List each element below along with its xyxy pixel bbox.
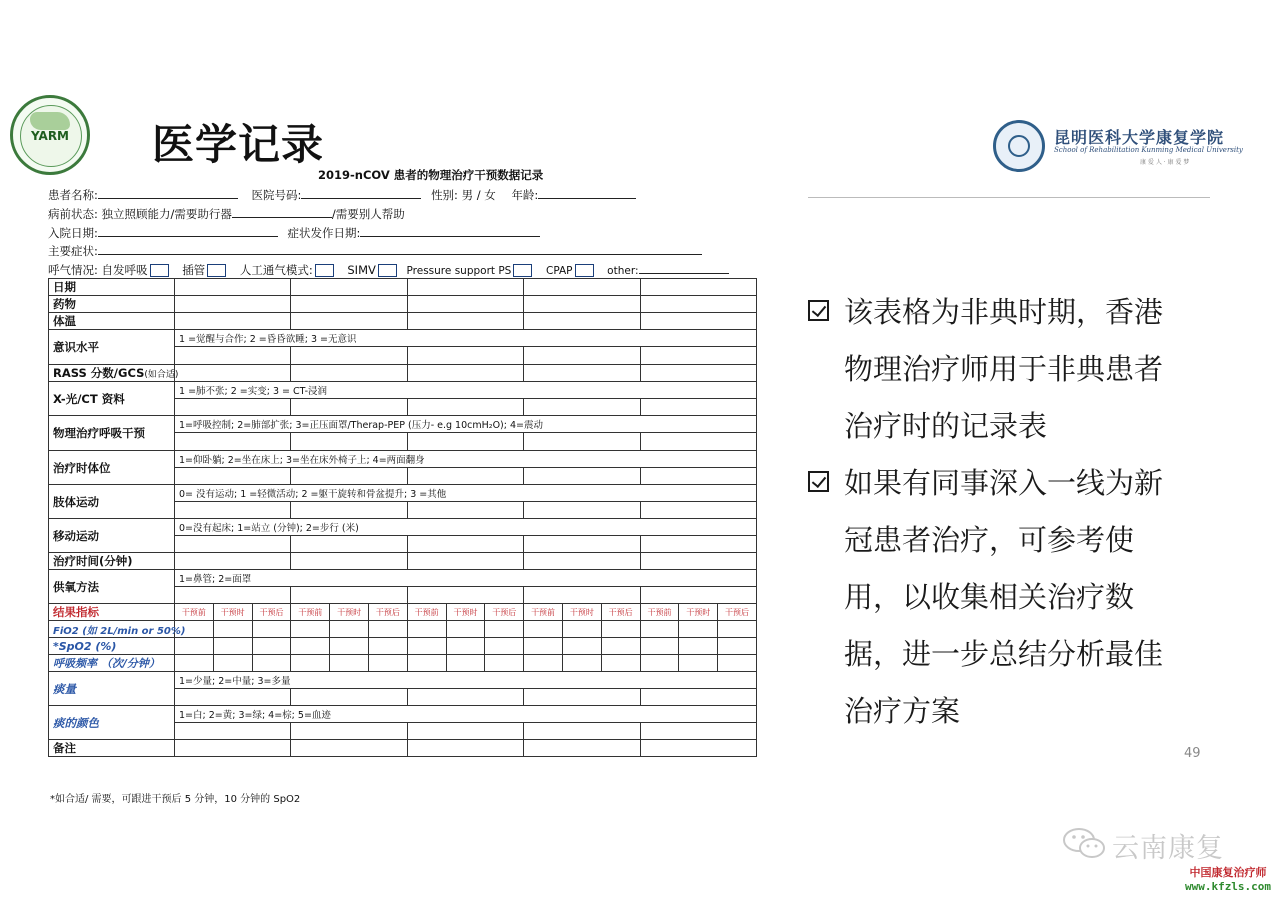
table-cell[interactable] bbox=[679, 638, 718, 655]
map-shape-icon bbox=[30, 112, 70, 130]
row-label: 供氧方法 bbox=[49, 570, 175, 604]
onset-date-field[interactable] bbox=[360, 225, 540, 237]
time-subheader: 干预后 bbox=[252, 604, 291, 621]
table-cell[interactable] bbox=[175, 296, 291, 313]
table-cell[interactable] bbox=[407, 723, 523, 740]
site-url[interactable]: www.kfzls.com bbox=[1184, 880, 1272, 893]
table-cell[interactable] bbox=[601, 621, 640, 638]
time-subheader: 干预时 bbox=[330, 604, 369, 621]
table-row bbox=[49, 672, 757, 689]
table-cell[interactable] bbox=[330, 638, 369, 655]
school-name-en: School of Rehabilitation Kunming Medical University bbox=[1054, 146, 1243, 154]
table-cell[interactable] bbox=[524, 313, 640, 330]
table-cell[interactable] bbox=[679, 621, 718, 638]
table-row bbox=[49, 655, 757, 672]
table-cell[interactable] bbox=[640, 313, 756, 330]
patient-name-label: 患者名称: bbox=[48, 188, 98, 202]
table-row bbox=[49, 313, 757, 330]
table-cell[interactable] bbox=[330, 621, 369, 638]
table-cell[interactable] bbox=[175, 468, 291, 485]
table-cell[interactable] bbox=[175, 399, 291, 416]
yarm-logo bbox=[10, 95, 90, 175]
hospital-no-label: 医院号码: bbox=[251, 188, 302, 202]
bullet-item bbox=[808, 455, 1178, 740]
table-cell[interactable] bbox=[407, 740, 523, 757]
row-label: FiO2 (如 2L/min or 50%) bbox=[49, 621, 175, 638]
checkbox[interactable] bbox=[315, 264, 334, 277]
age-field[interactable] bbox=[538, 187, 636, 199]
table-cell[interactable] bbox=[291, 553, 407, 570]
table-cell[interactable] bbox=[291, 655, 330, 672]
table-cell[interactable] bbox=[485, 638, 524, 655]
table-cell[interactable] bbox=[252, 655, 291, 672]
row-label: *SpO2 (%) bbox=[49, 638, 175, 655]
gender-label: 性别: bbox=[431, 188, 458, 202]
table-cell[interactable] bbox=[601, 638, 640, 655]
table-cell[interactable] bbox=[175, 365, 291, 382]
row-label: 治疗时体位 bbox=[49, 451, 175, 485]
table-row bbox=[49, 485, 757, 502]
table-row bbox=[49, 706, 757, 723]
onset-date-label: 症状发作日期: bbox=[287, 226, 361, 240]
table-cell[interactable] bbox=[407, 279, 523, 296]
table-cell[interactable] bbox=[446, 621, 485, 638]
checkbox[interactable] bbox=[513, 264, 532, 277]
table-cell[interactable] bbox=[175, 347, 291, 365]
form-line-patient bbox=[48, 187, 636, 203]
time-subheader: 干预后 bbox=[601, 604, 640, 621]
table-cell[interactable] bbox=[330, 655, 369, 672]
header-divider bbox=[808, 197, 1210, 198]
table-cell[interactable] bbox=[524, 347, 640, 365]
other-field[interactable] bbox=[639, 262, 729, 274]
table-cell[interactable] bbox=[175, 433, 291, 451]
table-row bbox=[49, 740, 757, 757]
table-cell[interactable] bbox=[524, 433, 640, 451]
pre-status-option-b: /需要别人帮助 bbox=[331, 207, 405, 221]
row-note: 1=白; 2=黄; 3=绿; 4=棕; 5=血迹 bbox=[175, 706, 757, 723]
form-line-symptoms bbox=[48, 243, 702, 259]
time-subheader: 干预时 bbox=[679, 604, 718, 621]
school-name-cn: 昆明医科大学康复学院 bbox=[1054, 128, 1225, 147]
row-label: 物理治疗呼吸干预 bbox=[49, 416, 175, 451]
table-cell[interactable] bbox=[640, 655, 679, 672]
time-subheader: 干预前 bbox=[640, 604, 679, 621]
time-subheader: 干预前 bbox=[407, 604, 446, 621]
table-cell[interactable] bbox=[601, 655, 640, 672]
table-cell[interactable] bbox=[407, 536, 523, 553]
patient-name-field[interactable] bbox=[98, 187, 238, 199]
breathing-option: 自发呼吸 bbox=[101, 263, 148, 277]
row-note: 0= 没有运动; 1 =轻微活动; 2 =躯干旋转和骨盆提升; 3 =其他 bbox=[175, 485, 757, 502]
row-label: 意识水平 bbox=[49, 330, 175, 365]
table-row bbox=[49, 604, 757, 621]
table-row bbox=[49, 382, 757, 399]
table-cell[interactable] bbox=[368, 621, 407, 638]
row-note: 1=仰卧躺; 2=坐在床上; 3=坐在床外椅子上; 4=两面翻身 bbox=[175, 451, 757, 468]
table-cell[interactable] bbox=[291, 468, 407, 485]
table-cell[interactable] bbox=[291, 723, 407, 740]
time-subheader: 干预后 bbox=[485, 604, 524, 621]
table-cell[interactable] bbox=[368, 638, 407, 655]
row-note: 1=鼻管; 2=面罩 bbox=[175, 570, 757, 587]
table-cell[interactable] bbox=[524, 399, 640, 416]
wechat-icon bbox=[1062, 826, 1106, 860]
table-cell[interactable] bbox=[175, 689, 291, 706]
table-cell[interactable] bbox=[640, 587, 756, 604]
row-label: 备注 bbox=[49, 740, 175, 757]
table-cell[interactable] bbox=[407, 468, 523, 485]
table-cell[interactable] bbox=[524, 740, 640, 757]
table-cell[interactable] bbox=[718, 638, 757, 655]
pre-status-option-a: 独立照顾能力/需要助行器 bbox=[101, 207, 232, 221]
table-cell[interactable] bbox=[407, 655, 446, 672]
table-cell[interactable] bbox=[407, 638, 446, 655]
table-cell[interactable] bbox=[640, 621, 679, 638]
table-cell[interactable] bbox=[291, 313, 407, 330]
row-label: 呼吸频率 （次/分钟） bbox=[49, 655, 175, 672]
table-cell[interactable] bbox=[640, 553, 756, 570]
table-cell[interactable] bbox=[640, 468, 756, 485]
table-cell[interactable] bbox=[640, 433, 756, 451]
time-subheader: 干预时 bbox=[213, 604, 252, 621]
table-cell[interactable] bbox=[562, 638, 601, 655]
site-stamp bbox=[1178, 864, 1278, 893]
table-cell[interactable] bbox=[175, 553, 291, 570]
table-cell[interactable] bbox=[524, 296, 640, 313]
row-label: 结果指标 bbox=[49, 604, 175, 621]
page-number: 49 bbox=[1184, 746, 1201, 761]
table-row bbox=[49, 621, 757, 638]
table-cell[interactable] bbox=[679, 655, 718, 672]
row-note: 1=少量; 2=中量; 3=多量 bbox=[175, 672, 757, 689]
table-cell[interactable] bbox=[291, 347, 407, 365]
table-cell[interactable] bbox=[175, 655, 214, 672]
table-cell[interactable] bbox=[524, 689, 640, 706]
table-row bbox=[49, 296, 757, 313]
table-cell[interactable] bbox=[640, 536, 756, 553]
table-cell[interactable] bbox=[446, 638, 485, 655]
table-cell[interactable] bbox=[407, 296, 523, 313]
table-cell[interactable] bbox=[407, 347, 523, 365]
pre-status-label: 病前状态: bbox=[48, 207, 98, 221]
checkbox[interactable] bbox=[150, 264, 169, 277]
table-cell[interactable] bbox=[640, 365, 756, 382]
row-label: 移动运动 bbox=[49, 519, 175, 553]
table-cell[interactable] bbox=[718, 655, 757, 672]
table-cell[interactable] bbox=[524, 536, 640, 553]
breathing-option: Pressure support PS bbox=[406, 265, 512, 277]
table-cell[interactable] bbox=[252, 621, 291, 638]
table-cell[interactable] bbox=[407, 502, 523, 519]
table-cell[interactable] bbox=[407, 621, 446, 638]
hospital-no-field[interactable] bbox=[301, 187, 421, 199]
table-cell[interactable] bbox=[407, 313, 523, 330]
row-label: 体温 bbox=[49, 313, 175, 330]
breathing-option: CPAP bbox=[546, 265, 573, 277]
table-row bbox=[49, 416, 757, 433]
table-cell[interactable] bbox=[524, 638, 563, 655]
table-cell[interactable] bbox=[524, 502, 640, 519]
time-subheader: 干预时 bbox=[562, 604, 601, 621]
row-note: 0=没有起床; 1=站立 (分钟); 2=步行 (米) bbox=[175, 519, 757, 536]
table-cell[interactable] bbox=[291, 587, 407, 604]
breathing-option: 插管 bbox=[182, 263, 206, 277]
table-cell[interactable] bbox=[562, 621, 601, 638]
watermark-text: 云南康复 bbox=[1112, 833, 1224, 864]
table-cell[interactable] bbox=[524, 655, 563, 672]
school-motto: 康 爱 人 · 康 爱 梦 bbox=[1140, 159, 1190, 166]
table-cell[interactable] bbox=[524, 365, 640, 382]
pre-status-field[interactable] bbox=[232, 206, 332, 218]
table-cell[interactable] bbox=[252, 638, 291, 655]
table-cell[interactable] bbox=[291, 399, 407, 416]
gender-options: 男 / 女 bbox=[461, 188, 496, 202]
table-cell[interactable] bbox=[291, 279, 407, 296]
row-label: 治疗时间(分钟) bbox=[49, 553, 175, 570]
table-cell[interactable] bbox=[213, 621, 252, 638]
table-cell[interactable] bbox=[291, 621, 330, 638]
row-label: 肢体运动 bbox=[49, 485, 175, 519]
table-cell[interactable] bbox=[524, 587, 640, 604]
row-note: 1 =肺不张; 2 =实变; 3 = CT-浸润 bbox=[175, 382, 757, 399]
time-subheader: 干预后 bbox=[368, 604, 407, 621]
table-cell[interactable] bbox=[175, 638, 214, 655]
row-label: 痰量 bbox=[49, 672, 175, 706]
bullet-text: 如果有同事深入一线为新冠患者治疗，可参考使用，以收集相关治疗数据，进一步总结分析最佳治疗方案 bbox=[844, 466, 1164, 728]
table-cell[interactable] bbox=[291, 296, 407, 313]
table-cell[interactable] bbox=[368, 655, 407, 672]
form-title: 2019-nCOV 患者的物理治疗干预数据记录 bbox=[318, 168, 544, 182]
table-row bbox=[49, 451, 757, 468]
school-emblem-icon bbox=[993, 120, 1045, 172]
table-row bbox=[49, 519, 757, 536]
admission-date-label: 入院日期: bbox=[48, 226, 98, 240]
table-cell[interactable] bbox=[524, 468, 640, 485]
table-cell[interactable] bbox=[524, 621, 563, 638]
other-label: other: bbox=[607, 265, 639, 277]
breathing-label: 呼气情况: bbox=[48, 263, 98, 277]
table-row bbox=[49, 553, 757, 570]
time-subheader: 干预时 bbox=[446, 604, 485, 621]
form-line-prestatus bbox=[48, 206, 405, 222]
table-cell[interactable] bbox=[291, 502, 407, 519]
table-cell[interactable] bbox=[524, 723, 640, 740]
table-cell[interactable] bbox=[291, 740, 407, 757]
table-row bbox=[49, 279, 757, 296]
table-cell[interactable] bbox=[291, 536, 407, 553]
checkbox-icon bbox=[808, 300, 829, 321]
bullet-text: 该表格为非典时期，香港物理治疗师用于非典患者治疗时的记录表 bbox=[844, 295, 1164, 443]
table-cell[interactable] bbox=[407, 433, 523, 451]
table-cell[interactable] bbox=[291, 689, 407, 706]
main-symptoms-label: 主要症状: bbox=[48, 244, 98, 258]
checkbox-icon bbox=[808, 471, 829, 492]
admission-date-field[interactable] bbox=[98, 225, 278, 237]
record-table bbox=[48, 278, 757, 757]
main-symptoms-field[interactable] bbox=[98, 243, 702, 255]
row-note: 1=呼吸控制; 2=肺部扩张; 3=正压面罩/Therap-PEP (压力- e.g 10cmH₂O); 4=震动 bbox=[175, 416, 757, 433]
breathing-option: 人工通气模式: bbox=[239, 263, 313, 277]
table-cell[interactable] bbox=[175, 536, 291, 553]
checkbox[interactable] bbox=[575, 264, 594, 277]
site-name: 中国康复治疗师 bbox=[1189, 866, 1267, 879]
table-cell[interactable] bbox=[640, 723, 756, 740]
table-cell[interactable] bbox=[640, 399, 756, 416]
bullet-item bbox=[808, 284, 1178, 455]
time-subheader: 干预前 bbox=[291, 604, 330, 621]
row-note: 1 =觉醒与合作; 2 =昏昏欲睡; 3 =无意识 bbox=[175, 330, 757, 347]
table-cell[interactable] bbox=[291, 638, 330, 655]
table-cell[interactable] bbox=[524, 279, 640, 296]
table-cell[interactable] bbox=[485, 655, 524, 672]
row-label: 日期 bbox=[49, 279, 175, 296]
table-cell[interactable] bbox=[640, 279, 756, 296]
table-cell[interactable] bbox=[291, 365, 407, 382]
row-label: 痰的颜色 bbox=[49, 706, 175, 740]
table-row bbox=[49, 330, 757, 347]
table-cell[interactable] bbox=[640, 502, 756, 519]
form-line-breathing bbox=[48, 262, 729, 278]
table-cell[interactable] bbox=[175, 587, 291, 604]
table-cell[interactable] bbox=[175, 502, 291, 519]
table-cell[interactable] bbox=[407, 399, 523, 416]
checkbox[interactable] bbox=[207, 264, 226, 277]
table-cell[interactable] bbox=[175, 740, 291, 757]
table-cell[interactable] bbox=[407, 365, 523, 382]
table-cell[interactable] bbox=[175, 279, 291, 296]
checkbox[interactable] bbox=[378, 264, 397, 277]
table-cell[interactable] bbox=[640, 347, 756, 365]
form-line-dates bbox=[48, 225, 540, 241]
logo-text: YARM bbox=[30, 129, 69, 143]
table-cell[interactable] bbox=[213, 655, 252, 672]
table-row bbox=[49, 638, 757, 655]
time-subheader: 干预后 bbox=[718, 604, 757, 621]
table-row bbox=[49, 570, 757, 587]
table-cell[interactable] bbox=[640, 296, 756, 313]
table-cell[interactable] bbox=[446, 655, 485, 672]
row-label: RASS 分数/GCS(如合适) bbox=[49, 365, 175, 382]
table-row bbox=[49, 365, 757, 382]
table-cell[interactable] bbox=[640, 638, 679, 655]
table-cell[interactable] bbox=[718, 621, 757, 638]
row-label: 药物 bbox=[49, 296, 175, 313]
page-title: 医学记录 bbox=[152, 120, 325, 169]
time-subheader: 干预前 bbox=[175, 604, 214, 621]
time-subheader: 干预前 bbox=[524, 604, 563, 621]
table-cell[interactable] bbox=[213, 638, 252, 655]
table-cell[interactable] bbox=[562, 655, 601, 672]
table-cell[interactable] bbox=[407, 587, 523, 604]
table-cell[interactable] bbox=[175, 313, 291, 330]
age-label: 年龄: bbox=[511, 188, 539, 202]
table-cell[interactable] bbox=[407, 689, 523, 706]
table-cell[interactable] bbox=[291, 433, 407, 451]
table-cell[interactable] bbox=[640, 689, 756, 706]
table-cell[interactable] bbox=[524, 553, 640, 570]
table-cell[interactable] bbox=[175, 723, 291, 740]
table-cell[interactable] bbox=[407, 553, 523, 570]
table-cell[interactable] bbox=[485, 621, 524, 638]
breathing-option: SIMV bbox=[347, 263, 376, 277]
form-footnote: *如合适/ 需要，可跟进干预后 5 分钟，10 分钟的 SpO2 bbox=[50, 794, 301, 805]
row-label: X-光/CT 资料 bbox=[49, 382, 175, 416]
table-cell[interactable] bbox=[640, 740, 756, 757]
bullet-list bbox=[808, 284, 1178, 740]
